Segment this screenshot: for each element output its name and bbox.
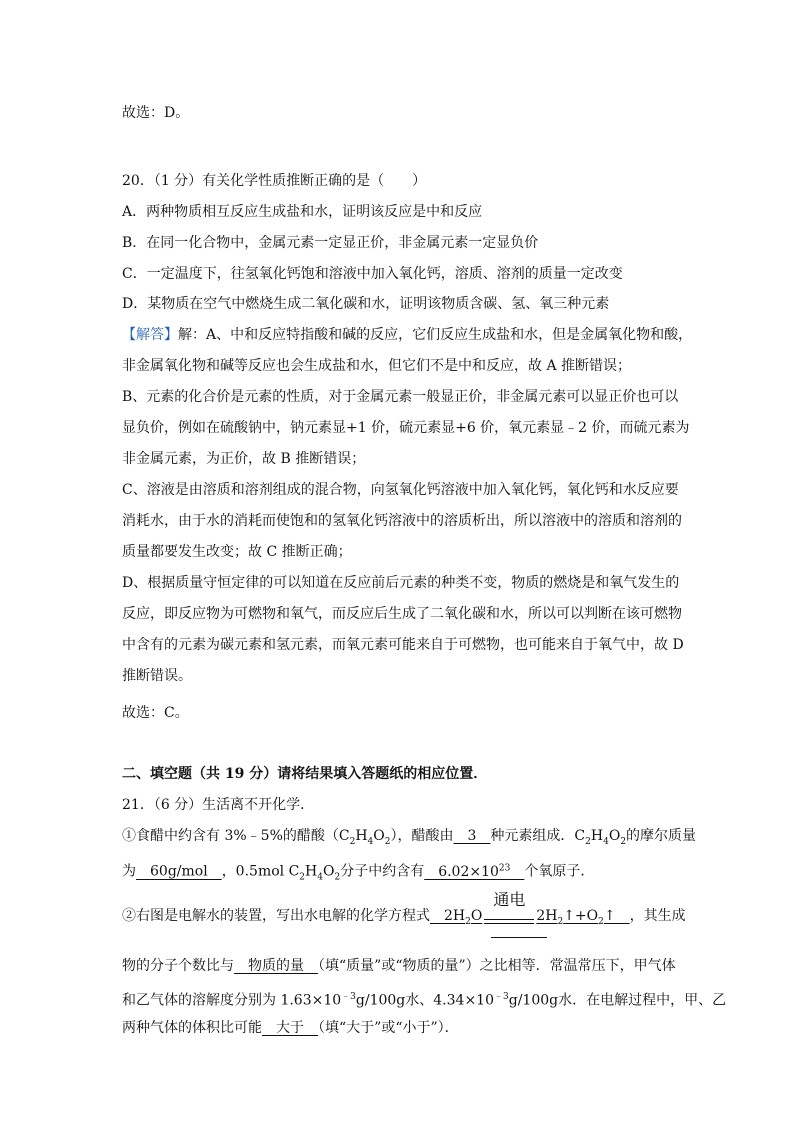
equation-underline <box>491 937 547 938</box>
solution-line: 非金属氧化物和碱等反应也会生成盐和水，但它们不是中和反应，故 A 推断错误； <box>122 358 632 374</box>
answer-blank: 60g/mol <box>136 863 222 880</box>
q21-part2-line3: 和乙气体的溶解度分别为 $1.63\times 10^{﹣3}g/100g$水、$4.34\times 10^{﹣3}g/100g$水．在电解过程中，甲、乙 <box>122 992 727 1009</box>
solution-line: 质量都要发生改变；故 C 推断正确； <box>122 544 352 560</box>
solution-line: C、溶液是由溶质和溶剂组成的混合物，向氢氧化钙溶液中加入氧化钙，氧化钙和水反应要 <box>122 482 679 498</box>
solution-line: 显负价，例如在硫酸钠中，钠元素显+1 价，硫元素显+6 价，氧元素显﹣2 价，而硫元素为 <box>122 420 690 436</box>
solution-tag: 【解答】 <box>122 327 178 343</box>
q21-part2-line1: ②右图是电解水的装置，写出水电解的化学方程式 $2H_2O$ 通电 $2H_2↑+O_2↑$ ，其生成 <box>122 906 686 932</box>
solution-line: B、元素的化合价是元素的性质，对于金属元素一般显正价，非金属元素可以显正价也可以 <box>122 389 679 405</box>
q21-part2-line2: 物的分子个数比与 物质的量 （填“质量”或“物质的量”）之比相等．常温常压下，甲气体 <box>122 958 676 974</box>
option-c: C．一定温度下，往氢氧化钙饱和溶液中加入氧化钙，溶质、溶剂的质量一定改变 <box>122 266 623 282</box>
solution-line: 消耗水，由于水的消耗而使饱和的氢氧化钙溶液中的溶质析出，所以溶液中的溶质和溶剂的 <box>122 513 682 529</box>
equation-blank: $2H_2O$ <box>430 908 483 927</box>
option-a: A．两种物质相互反应生成盐和水，证明该反应是中和反应 <box>122 204 483 220</box>
option-b: B．在同一化合物中，金属元素一定显正价，非金属元素一定显负价 <box>122 235 539 251</box>
solution-line: 非金属元素，为正价，故 B 推断错误； <box>122 451 366 467</box>
solution-line: 反应，即反应物为可燃物和氧气，而反应后生成了二氧化碳和水，所以可以判断在该可燃物 <box>122 606 682 622</box>
answer-blank: 物质的量 <box>234 958 318 974</box>
question-21-stem: 21．（6 分）生活离不开化学． <box>122 797 315 813</box>
equation-products: $2H_2↑+O_2↑$ <box>536 908 630 927</box>
answer-blank: 大于 <box>262 1020 318 1036</box>
section-heading: 二、填空题（共 19 分）请将结果填入答题纸的相应位置． <box>122 766 488 782</box>
solution-line: 推断错误。 <box>122 668 192 684</box>
reaction-condition: 通电 <box>482 912 536 932</box>
question-20-stem: 20．（1 分）有关化学性质推断正确的是（ ） <box>122 173 427 189</box>
q21-part1-line2: 为 60g/mol ，0.5mol $C_2H_4O_2$分子中约含有 $6.02\times 10^{23}$ 个氧原子． <box>122 863 595 883</box>
solution-line: 【解答】解：A、中和反应特指酸和碱的反应，它们反应生成盐和水，但是金属氧化物和酸， <box>122 327 693 343</box>
q21-part2-line4: 两种气体的体积比可能 大于 （填“大于”或“小于”）． <box>122 1020 459 1036</box>
answer-20: 故选：C。 <box>122 705 189 721</box>
solution-line: 中含有的元素为碳元素和氢元素，而氧元素可能来自于可燃物，也可能来自于氧气中，故 D <box>122 637 684 653</box>
answer-19: 故选：D。 <box>122 105 190 121</box>
option-d: D．某物质在空气中燃烧生成二氧化碳和水，证明该物质含碳、氢、氧三种元素 <box>122 296 610 312</box>
answer-blank: 3 <box>453 828 491 844</box>
q21-part1-line1: ①食醋中约含有 3%﹣5%的醋酸$(C_2H_4O_2)$，醋酸由 3 种元素组成．$C_2H_4O_2$的摩尔质量 <box>122 828 697 847</box>
solution-line: D、根据质量守恒定律的可以知道在反应前后元素的种类不变，物质的燃烧是和氧气发生的 <box>122 575 680 591</box>
answer-blank: $6.02\times 10^{23}$ <box>424 863 511 880</box>
